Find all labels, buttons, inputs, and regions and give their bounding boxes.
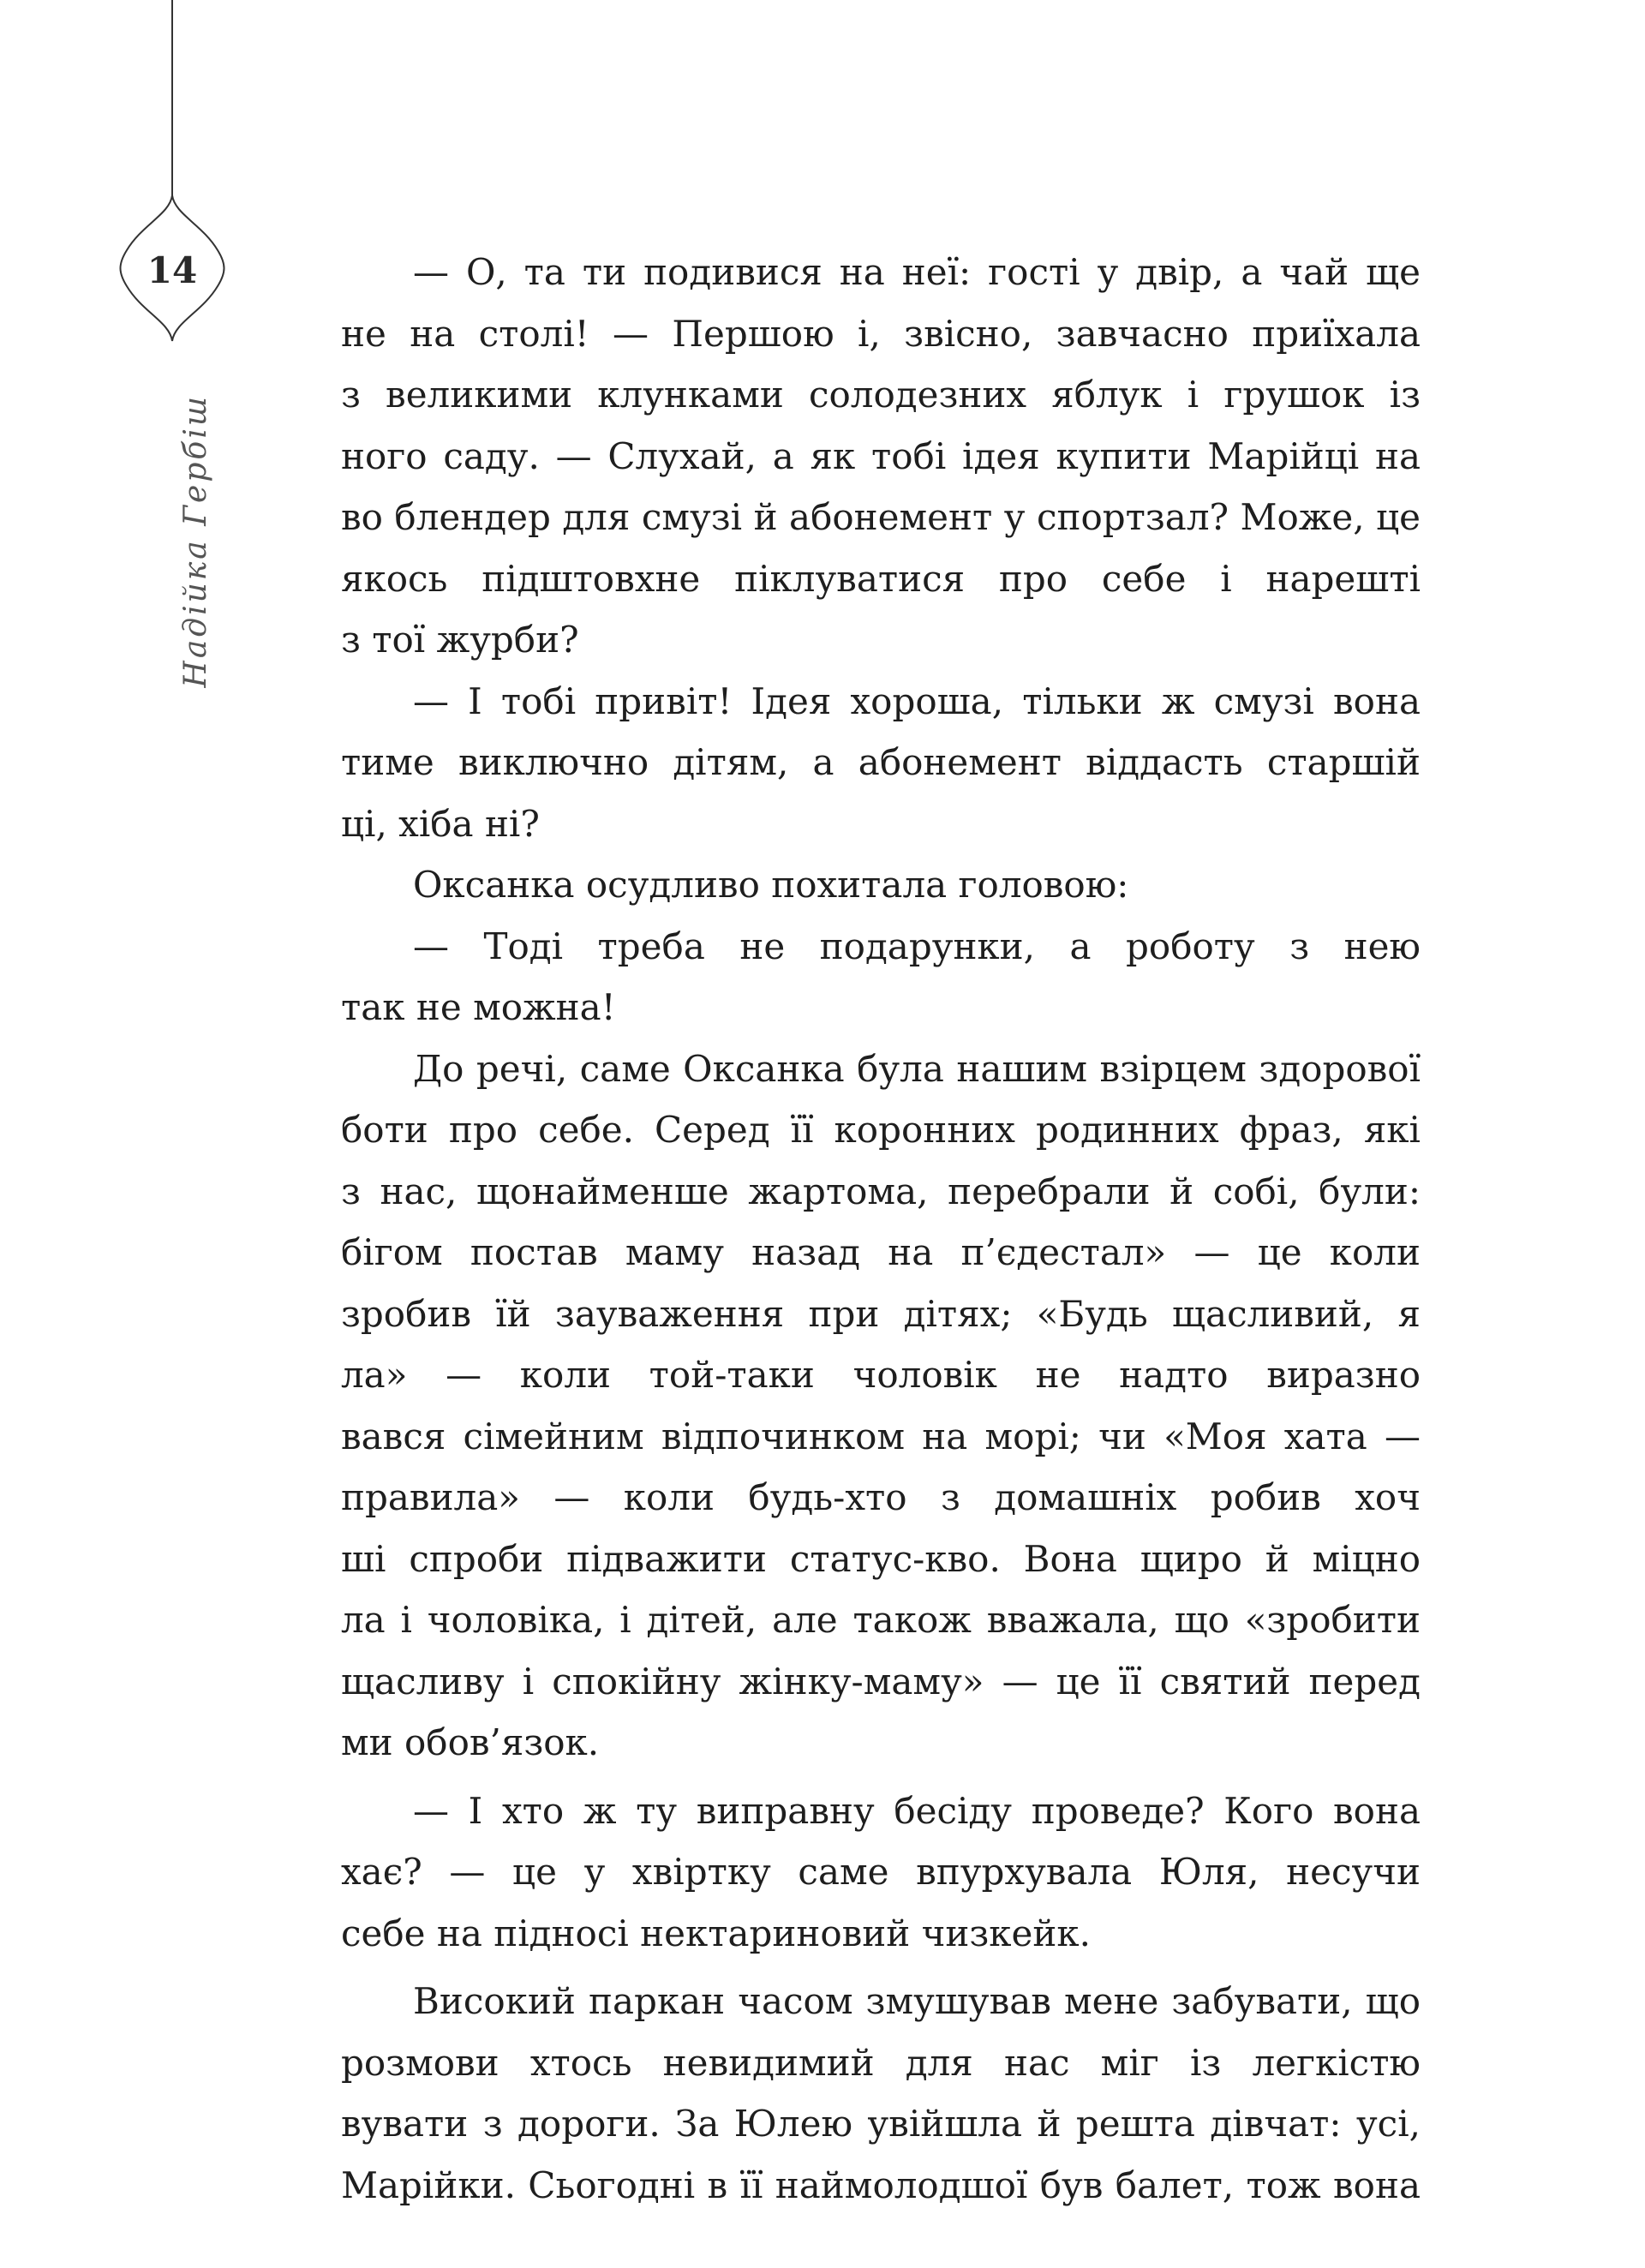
text-line: розмови хтось невидимий для нас міг із легкістю (341, 2041, 1421, 2084)
text-line: з тої журби? (341, 619, 579, 661)
text-line: До речі, саме Оксанка була нашим взірцем здорової (413, 1047, 1421, 1090)
text-line: з нас, щонайменше жартома, перебрали й собі, були: (341, 1170, 1421, 1212)
text-line: бігом постав маму назад на п’єдестал» — це коли (341, 1231, 1421, 1273)
text-line: правила» — коли будь-хто з домашніх робив хоч (341, 1476, 1421, 1518)
text-line: хає? — це у хвіртку саме впурхувала Юля, несучи (341, 1851, 1421, 1893)
text-line: не на столі! — Першою і, звісно, завчасно приїхала (341, 312, 1421, 355)
text-line: ла і чоловіка, і дітей, але також вважала, що «зробити (341, 1599, 1421, 1641)
text-line: тиме виключно дітям, а абонемент віддасть старшій (341, 741, 1421, 783)
running-head-author: Надійка Гербіш (178, 394, 213, 688)
text-line: — І тобі привіт! Ідея хороша, тільки ж смузі вона (413, 679, 1421, 722)
text-line: вався сімейним відпочинком на морі; чи «Моя хата — (341, 1415, 1421, 1457)
text-line: ці, хіба ні? (341, 802, 540, 845)
text-line: Високий паркан часом змушував мене забувати, що (413, 1980, 1421, 2022)
text-line: з великими клунками солодезних яблук і грушок із (341, 374, 1421, 416)
text-line: якось підштовхне піклуватися про себе і нарешті (341, 557, 1421, 600)
text-line: — О, та ти подивися на неї: гості у двір, а чай ще (413, 251, 1421, 293)
text-line: — Тоді треба не подарунки, а роботу з нею (413, 925, 1421, 967)
text-line: зробив їй зауваження при дітях; «Будь щасливий, я (341, 1292, 1421, 1335)
text-line: Марійки. Сьогодні в її наймолодшої був балет, тож вона (341, 2163, 1421, 2206)
text-line: ми обов’язок. (341, 1721, 600, 1763)
text-line: ного саду. — Слухай, а як тобі ідея купити Марійці на (341, 434, 1421, 477)
text-line: боти про себе. Серед її коронних родинних фраз, які (341, 1109, 1421, 1151)
text-line: — І хто ж ту виправну бесіду проведе? Кого вона (413, 1789, 1421, 1832)
page-number: 14 (147, 249, 198, 291)
text-line: так не можна! (341, 986, 616, 1028)
text-line: во блендер для смузі й абонемент у спортзал? Може, це (341, 496, 1421, 538)
text-line: вувати з дороги. За Юлею увійшла й решта дівчат: усі, (341, 2103, 1421, 2145)
body-text (341, 242, 1421, 2216)
text-line: ла» — коли той-таки чоловік не надто виразно (341, 1354, 1421, 1396)
text-line: себе на підносі нектариновий чизкейк. (341, 1912, 1092, 1954)
text-line: щасливу і спокійну жінку-маму» — це її святий перед (341, 1660, 1421, 1702)
text-line: Оксанка осудливо похитала головою: (413, 864, 1129, 906)
text-line: ші спроби підважити статус-кво. Вона щиро й міцно (341, 1537, 1421, 1580)
